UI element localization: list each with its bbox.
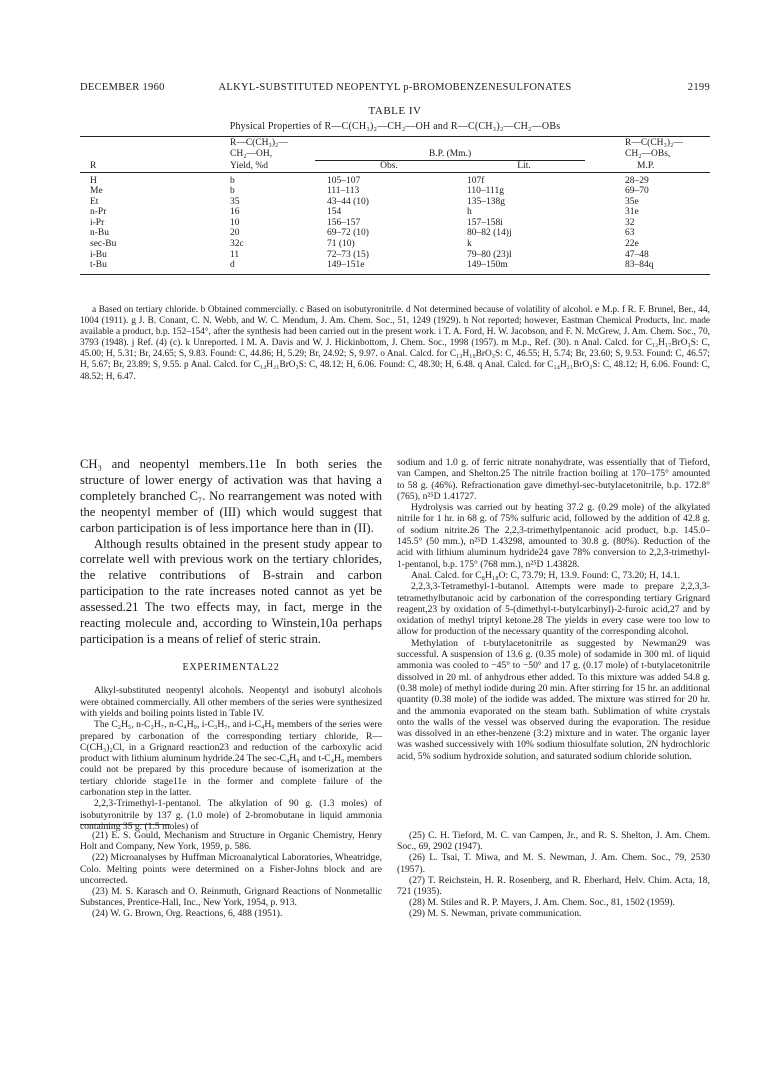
cell-mp: 31e bbox=[625, 207, 639, 218]
table-footnotes bbox=[80, 305, 710, 383]
cell-bp-literature: 79–80 (23)l bbox=[467, 249, 512, 260]
table-row bbox=[80, 197, 710, 208]
cell-yield: 32c bbox=[230, 239, 244, 250]
cell-mp: 69–70 bbox=[625, 186, 649, 197]
cell-bp-literature: 157–158i bbox=[467, 217, 503, 228]
col-header-obs-line2: CH₂—OBs, bbox=[625, 149, 671, 159]
cell-yield: 10 bbox=[230, 217, 240, 228]
cell-r: sec-Bu bbox=[90, 239, 117, 250]
table-row bbox=[80, 250, 710, 261]
cell-bp-observed: 105–107 bbox=[327, 175, 361, 186]
cell-yield: 35 bbox=[230, 196, 240, 207]
reference: (24) W. G. Brown, Org. Reactions, 6, 488 (1951). bbox=[92, 908, 283, 920]
table-row bbox=[80, 218, 710, 229]
table-body bbox=[80, 173, 710, 271]
col-header-alcohol-line1: R—C(CH₃)₂— bbox=[230, 138, 288, 148]
reference: (21) E. S. Gould, Mechanism and Structure in Organic Chemistry, Henry Holt and Company, New York, 1959, p. 586. bbox=[80, 830, 382, 853]
cell-bp-literature: k bbox=[467, 239, 472, 250]
cell-r: Et bbox=[90, 196, 99, 207]
cell-mp: 63 bbox=[625, 228, 635, 239]
paragraph: sodium and 1.0 g. of ferric nitrate nonahydrate, was essentially that of Tieford, van Campen, and Shelton.25 The nitrile fraction boiling at 170–175° amounted to 58 g. (46%). Refractionation gave dimethyl-sec-butylacetonitrile, b.p. 172.8° (765), n²⁵D 1.41727. bbox=[397, 457, 710, 502]
references-right bbox=[397, 830, 710, 920]
col-header-yield bbox=[220, 161, 315, 173]
cell-yield: 20 bbox=[230, 228, 240, 239]
cell-bp-literature: h bbox=[467, 207, 472, 218]
cell-bp-observed: 111–113 bbox=[327, 186, 360, 197]
paragraph: Alkyl-substituted neopentyl alcohols. Neopentyl and isobutyl alcohols were obtained commercially. All other members of the series were synthesized with yields and boiling points listed in Table IV. bbox=[80, 685, 382, 719]
table-row bbox=[80, 186, 710, 197]
table-row bbox=[80, 239, 710, 250]
properties-table bbox=[80, 138, 710, 271]
header-date: DECEMBER 1960 bbox=[80, 82, 165, 93]
cell-yield: b bbox=[230, 175, 235, 186]
table-row bbox=[80, 260, 710, 271]
section-heading-experimental: EXPERIMENTAL22 bbox=[182, 661, 280, 673]
cell-yield: b bbox=[230, 186, 235, 197]
col-header-literature: Lit. bbox=[517, 161, 531, 171]
reference: (27) T. Reichstein, H. R. Rosenberg, and R. Eberhard, Helv. Chim. Acta, 18, 721 (1935). bbox=[397, 874, 710, 898]
running-header bbox=[80, 82, 710, 96]
reference: (22) Microanalyses by Huffman Microanalytical Laboratories, Wheatridge, Colo. Melting points were determined on a Fisher-Johns block and are uncorrected. bbox=[80, 852, 382, 886]
cell-yield: 16 bbox=[230, 207, 240, 218]
left-column bbox=[80, 457, 382, 832]
reference: (23) M. S. Karasch and O. Reinmuth, Grignard Reactions of Nonmetallic Substances, Prentice-Hall, Inc., New York, 1954, p. 913. bbox=[80, 886, 382, 909]
table-row bbox=[80, 176, 710, 187]
right-column bbox=[397, 457, 710, 762]
paragraph: Anal. Calcd. for C₈H₁₈O: C, 73.79; H, 13.9. Found: C, 73.20; H, 14.1. bbox=[411, 569, 681, 581]
cell-mp: 83–84q bbox=[625, 260, 654, 271]
col-header-r: R bbox=[90, 161, 97, 171]
cell-mp: 22e bbox=[625, 239, 639, 250]
col-header-yield-text: Yield, %d bbox=[230, 160, 268, 171]
col-header-bp: B.P. (Mm.) bbox=[315, 149, 585, 161]
table-caption: Physical Properties of R—C(CH₃)₂—CH₂—OH and R—C(CH₃)₂—CH₂—OBs bbox=[229, 121, 561, 132]
cell-bp-literature: 80–82 (14)j bbox=[467, 228, 512, 239]
table-title: TABLE IV bbox=[368, 105, 422, 117]
reference: (29) M. S. Newman, private communication. bbox=[409, 908, 582, 920]
col-header-observed: Obs. bbox=[380, 161, 398, 171]
paragraph: 2,2,3-Trimethyl-1-pentanol. The alkylation of 90 g. (1.3 moles) of isobutyronitrile by 137 g. (1.0 mole) of 2-bromobutane in liquid ammonia containing 35 g. (1.5 moles) of bbox=[80, 798, 382, 832]
col-header-mp: M.P. bbox=[637, 160, 655, 171]
cell-yield: d bbox=[230, 260, 235, 271]
cell-r: n-Bu bbox=[90, 228, 109, 239]
reference: (28) M. Stiles and R. P. Mayers, J. Am. Chem. Soc., 81, 1502 (1959). bbox=[409, 897, 675, 909]
cell-bp-literature: 110–111g bbox=[467, 186, 504, 197]
paragraph: Although results obtained in the present study appear to correlate well with previous work on the tertiary chlorides, the relative contributions of B-strain and carbon participation to the rate increases noted cannot as yet be assessed.21 The two effects may, in fact, merge in the reacting molecule and, according to Winstein,10a perhaps participation is a means of relief of steric strain. bbox=[80, 536, 382, 646]
cell-mp: 28–29 bbox=[625, 175, 649, 186]
cell-r: H bbox=[90, 175, 97, 186]
col-header-obs-line1: R—C(CH₃)₂— bbox=[625, 138, 683, 148]
cell-bp-observed: 149–151e bbox=[327, 260, 365, 271]
cell-bp-observed: 71 (10) bbox=[327, 239, 355, 250]
references-left bbox=[80, 830, 382, 920]
paragraph: Hydrolysis was carried out by heating 37.2 g. (0.29 mole) of the alkylated nitrile for 1 hr. in 68 g. of 75% sulfuric acid, followed by the addition of 42.8 g. of sodium nitrite.26 The 2,2,3-trimethylpentanoic acid product, b.p. 145.0–145.5° (50 mm.), n²⁵D 1.43298, amounted to 30.8 g. (80%). Reduction of the acid with lithium aluminum hydride24 gave 78% conversion to 2,2,3-trimethyl-1-pentanol, b.p. 175° (768 mm.), n²⁵D 1.43828. bbox=[397, 502, 710, 570]
cell-bp-literature: 107f bbox=[467, 175, 485, 186]
cell-r: n-Pr bbox=[90, 207, 107, 218]
cell-r: i-Pr bbox=[90, 217, 105, 228]
cell-bp-observed: 43–44 (10) bbox=[327, 196, 369, 207]
cell-bp-literature: 135–138g bbox=[467, 196, 505, 207]
cell-r: i-Bu bbox=[90, 249, 107, 260]
cell-bp-literature: 149–150m bbox=[467, 260, 508, 271]
cell-bp-observed: 69–72 (10) bbox=[327, 228, 369, 239]
cell-r: t-Bu bbox=[90, 260, 107, 271]
cell-bp-observed: 72–73 (15) bbox=[327, 249, 369, 260]
table-bottom-rule bbox=[80, 274, 710, 275]
cell-yield: 11 bbox=[230, 249, 240, 260]
paragraph: The C₂H₅, n-C₃H₇, n-C₄H₉, i-C₃H₇, and i-C₄H₉ members of the series were prepared by carbonation of the corresponding tertiary chloride, R—C(CH₃)₂Cl, in a Grignard reaction23 and reduction of the carboxylic acid product with lithium aluminum hydride.24 The sec-C₄H₉ and t-C₄H₉ members could not be prepared by this procedure because of isomerization at the tertiary chloride stage11e in the former and complete failure of the carbonation step in the latter. bbox=[80, 719, 382, 799]
table-row bbox=[80, 207, 710, 218]
paragraph: Methylation of t-butylacetonitrile as suggested by Newman29 was successful. A suspension of 13.6 g. (0.35 mole) of sodamide in 300 ml. of liquid ammonia was cooled to −45° to −50° and 17 g. (0.17 mole) of t-butylacetonitrile dissolved in 20 ml. of anhydrous ether added. To this mixture was added 54.8 g. (0.38 mole) of methyl iodide during 20 min. After stirring for 15 hr. an additional quantity (0.38 mole) of the iodide was added. The mixture was stirred for 20 hr. and the ammonia evaporated on the steam bath. Sublimation of white crystals onto the walls of the vessel was observed during the evaporation. The residue was dissolved in an ether-benzene (3:2) mixture and in water. The organic layer was washed successively with 10% sodium thiosulfate solution, 2N hydrochloric acid, 5% sodium hydroxide solution, and saturated sodium chloride solution. bbox=[397, 637, 710, 762]
cell-mp: 35e bbox=[625, 196, 639, 207]
cell-mp: 32 bbox=[625, 217, 635, 228]
cell-bp-observed: 156–157 bbox=[327, 217, 361, 228]
cell-bp-observed: 154 bbox=[327, 207, 342, 218]
table-row bbox=[80, 228, 710, 239]
cell-mp: 47–48 bbox=[625, 249, 649, 260]
reference: (26) L. Tsai, T. Miwa, and M. S. Newman, J. Am. Chem. Soc., 79, 2530 (1957). bbox=[397, 852, 710, 875]
header-title: ALKYL-SUBSTITUTED NEOPENTYL p-BROMOBENZENESULFONATES bbox=[218, 82, 572, 93]
col-header-alcohol-line2: CH₂—OH, bbox=[230, 149, 273, 159]
paragraph: CH₃ and neopentyl members.11e In both series the structure of lower energy of activation was that having a completely branched C₇. No rearrangement was noted with the neopentyl member of (III) which would suggest that carbon participation is of less importance here than in (II). bbox=[80, 457, 382, 535]
footnote-rule bbox=[80, 824, 170, 825]
reference: (25) C. H. Tieford, M. C. van Campen, Jr., and R. S. Shelton, J. Am. Chem. Soc., 69, 2902 (1947). bbox=[397, 830, 710, 853]
cell-r: Me bbox=[90, 186, 103, 197]
table-top-rule bbox=[80, 136, 710, 137]
page-number: 2199 bbox=[687, 82, 710, 93]
paragraph: 2,2,3,3-Tetramethyl-1-butanol. Attempts were made to prepare 2,2,3,3-tetramethylbutanoic acid by carbonation of the corresponding tertiary Grignard reagent,23 by oxidation of 5-(dimethyl-t-butylcarbinyl)-2-furoic acid,27 and by oxidation of methyl triptyl ketone.28 The yields in every case were too low to allow for production of the necessary quantity of the corresponding alcohol. bbox=[397, 581, 710, 638]
table-footnote: a Based on tertiary chloride. b Obtained commercially. c Based on isobutyronitrile. d Not determined because of volatility of alcohol. e M.p. f R. F. Brunel, Ber., 44, 1004 (1911). g J. B. Conant, C. N. Webb, and W. C. Mendum, J. Am. Chem. Soc., 51, 1249 (1929). h Not reported; however, Eastman Chemical Products, Inc. made available a product, b.p. 152–154°, after the synthesis had been carried out in the present work. i T. A. Ford, H. W. Jacobson, and F. N. McGrew, J. Am. Chem. Soc., 70, 3793 (1948). j Ref. (4) (c). k Unreported. l M. A. Davis and W. J. Hickinbottom, J. Chem. Soc., 1998 (1957). m M.p., Ref. (30). n Anal. Calcd. for C₁₂H₁₇BrO₃S: C, 45.00; H, 5.31; Br, 24.65; S, 9.83. Found: C, 44.86; H, 5.29; Br, 24.92; S, 9.97. o Anal. Calcd. for C₁₃H₁₉BrO₃S: C, 46.55; H, 5.74; Br, 23.60; S, 9.53. Found: C, 46.57; H, 5.67; Br, 23.89; S, 9.55. p Anal. Calcd. for C₁₄H₂₁BrO₃S: C, 48.12; H, 6.06. Found: C, 48.30; H, 6.48. q Anal. Calcd. for C₁₄H₂₁BrO₃S: C, 48.12; H, 6.06. Found: C, 48.52; H, 6.47. bbox=[80, 305, 710, 382]
